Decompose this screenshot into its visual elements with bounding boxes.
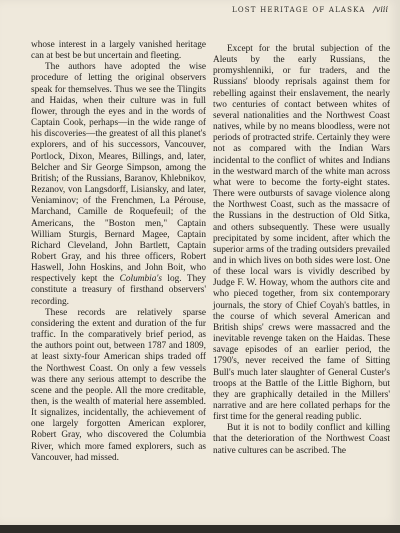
left-column xyxy=(31,40,206,464)
paragraph-text: The authors have adopted the wise procedure of letting the original observers speak for themselves. Thus we see the Tlingits and Haidas, when their culture was in full flower, through the eyes and in the words of Captain Cook, perhaps—in the wide range of his discoveries—the greatest of all this planet's explorers, and of his successors, Vancouver, Portlock, Dixon, Meares, Billings, and, later, Belcher and Sir George Simpson, among the British; of the Russians, Baranov, Khlebnikov, Rezanov, von Langsdorff, Lisiansky, and later, Veniaminov; of the Frenchmen, La Pérouse, Marchand, Camille de Roquefeuil; of the Americans, the "Boston men," Captain William Sturgis, Bernard Magee, Captain Richard Cleveland, John Bartlett, Captain Robert Gray, and his three officers, Robert Haswell, John Hoskins, and John Boit, who respectively kept the xyxy=(31,62,206,285)
right-column xyxy=(213,44,390,457)
running-header xyxy=(232,6,388,14)
paragraph: Except for the brutal subjection of the Aleuts by the early Russians, the promyshlenniki, or fur traders, and the Russians' bloody reprisals against them for rebelling against their enslavement, the nearly two centuries of contact between whites of several nationalities and the Northwest Coast natives, while by no means bloodless, were not periods of protracted strife. Certainly they were not as compared with the Indian Wars incidental to the conflict of whites and Indians in the westward march of the white man across what were to become the forty-eight states. There were outbursts of savage violence along the Northwest Coast, such as the massacre of the Russians in the destruction of Old Sitka, and others subsequently. These were usually precipitated by some incident, after which the superior arms of the trading outsiders prevailed and in which lives on both sides were lost. One of these local wars is vividly described by Judge F. W. Howay, whom the authors cite and who pieced together, from six contemporary journals, the story of Chief Coyah's battles, in the course of which several American and British ships' crews were massacred and the inevitable revenge taken on the Haidas. These savage episodes of an earlier period, the 1790's, never received the fame of Sitting Bull's much later slaughter of General Custer's troops at the Battle of the Little Bighorn, but they are graphically detailed in the Millers' narrative and are here collated perhaps for the first time for the general reading public. xyxy=(213,44,390,423)
paragraph: whose interest in a largely vanished heritage can at best be but uncertain and fleeting. xyxy=(31,40,206,62)
page-edge-shadow xyxy=(0,525,400,533)
paragraph xyxy=(31,62,206,307)
paragraph-text: log. They constitute a treasury of firsthand observers' recording. xyxy=(31,274,207,307)
running-title: LOST HERITAGE OF ALASKA xyxy=(232,6,366,14)
ship-name: Columbia's xyxy=(119,274,162,285)
page-number: /viii xyxy=(373,5,388,14)
paragraph: These records are relatively sparse considering the extent and duration of the fur traffic. In the comparatively brief period, as the authors point out, between 1787 and 1809, at least sixty-four American ships traded off the Northwest Coast. On only a few vessels was there any serious attempt to describe the scene and the people. All the more creditable, then, is the wealth of material here assembled. It signalizes, incidentally, the achievement of one largely forgotten American explorer, Robert Gray, who discovered the Columbia River, which more famed explorers, such as Vancouver, had missed. xyxy=(31,307,206,463)
paragraph: But it is not to bodily conflict and killing that the deterioration of the Northwest Coast native cultures can be ascribed. The xyxy=(213,423,390,456)
